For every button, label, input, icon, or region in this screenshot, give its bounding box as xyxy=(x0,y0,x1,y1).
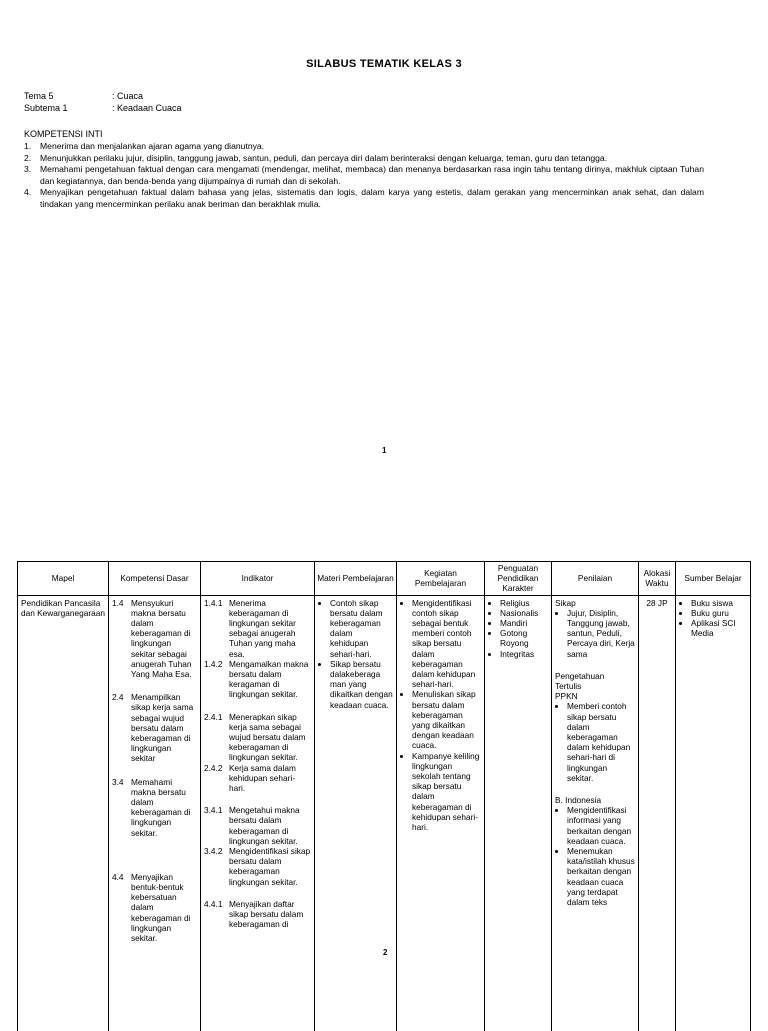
indikator-text: Menyajikan daftar sikap bersatu dalam keberagaman di xyxy=(229,898,304,930)
indikator-text: Menerapkan sikap kerja sama sebagai wujud bersatu dalam keberagaman di lingkungan sekitar. xyxy=(229,711,306,763)
table-header-row xyxy=(18,562,751,596)
ki-number: 4. xyxy=(24,187,32,197)
subtema-value: : Keadaan Cuaca xyxy=(112,103,182,113)
indikator-number: 1.4.2 xyxy=(204,658,223,669)
sumber-list xyxy=(679,598,747,639)
indikator-number: 2.4.2 xyxy=(204,762,223,773)
indikator-number: 1.4.1 xyxy=(204,597,223,608)
bindo-heading: B. Indonesia xyxy=(555,795,602,806)
tema-label: Tema 5 xyxy=(24,91,54,101)
cell-kegiatan xyxy=(397,595,485,1031)
page-number-1: 1 xyxy=(382,446,387,455)
ki-number: 1. xyxy=(24,141,32,151)
kd-item xyxy=(112,872,197,943)
list-item: • Aplikasi SCI Media xyxy=(691,618,747,638)
header-mapel: Mapel xyxy=(18,562,109,596)
kompetensi-inti-heading: KOMPETENSI INTI xyxy=(24,129,103,139)
list-item: • Sikap bersatu dalakeberaga man yang dikaitkan dengan keadaan cuaca. xyxy=(330,659,393,710)
table-row xyxy=(18,595,751,1031)
kompetensi-inti-list xyxy=(24,141,704,210)
ppkn-list xyxy=(555,701,635,783)
ki-text: Memahami pengetahuan faktual dengan cara mengamati (mendengar, melihat, membaca) dan menanya berdasarkan rasa ingin tahu tentang dirinya, makhluk ciptaan Tuhan dan kegiatannya, dan benda-benda yang dijumpainya di rumah dan di sekolah. xyxy=(40,164,704,186)
list-item: • Buku guru xyxy=(691,608,747,618)
indikator-number: 4.4.1 xyxy=(204,898,223,909)
list-item: • Mengidentifikasi informasi yang berkaitan dengan keadaan cuaca. xyxy=(567,805,635,846)
header-indikator: Indikator xyxy=(201,562,315,596)
pengetahuan-heading: Pengetahuan xyxy=(555,670,605,681)
list-item: • Religius xyxy=(500,598,548,608)
cell-penilaian xyxy=(552,595,639,1031)
kd-number: 3.4 xyxy=(112,776,124,787)
ki-text: Menerima dan menjalankan ajaran agama yang dianutnya. xyxy=(40,141,265,151)
indikator-text: Mengetahui makna bersatu dalam keberagaman di lingkungan sekitar. xyxy=(229,805,300,846)
penguatan-list xyxy=(488,598,548,659)
header-kegiatan: Kegiatan Pembelajaran xyxy=(397,562,485,596)
list-item: • Integritas xyxy=(500,649,548,659)
indikator-number: 2.4.1 xyxy=(204,711,223,722)
cell-sumber xyxy=(676,595,751,1031)
ppkn-heading: PPKN xyxy=(555,691,578,702)
header-materi: Materi Pembelajaran xyxy=(315,562,397,596)
cell-alokasi: 28 JP xyxy=(639,595,676,1031)
kd-number: 4.4 xyxy=(112,871,124,882)
silabus-table xyxy=(17,561,751,1031)
kd-text: Menyajikan bentuk-bentuk kebersatuan dalam keberagaman di lingkungan sekitar. xyxy=(131,871,191,944)
list-item: • Nasionalis xyxy=(500,608,548,618)
indikator-item xyxy=(204,846,311,887)
bindo-list xyxy=(555,805,635,907)
indikator-item xyxy=(204,598,311,659)
kd-text: Mensyukuri makna bersatu dalam keberagaman di lingkungan sekitar sebagai anugerah Tuhan Yang Maha Esa. xyxy=(131,597,192,680)
ki-text: Menyajikan pengetahuan faktual dalam bahasa yang jelas, sistematis dan logis, dalam karya yang estetis, dalam gerakan yang mencerminkan anak sehat, dan dalam tindakan yang mencerminkan perilaku anak beriman dan berakhlak mulia. xyxy=(40,187,704,209)
header-kompetensi-dasar: Kompetensi Dasar xyxy=(109,562,201,596)
ki-item xyxy=(24,164,704,187)
header-penguatan: Penguatan Pendidikan Karakter xyxy=(485,562,552,596)
ki-text: Menunjukkan perilaku jujur, disiplin, tanggung jawab, santun, peduli, dan percaya diri dalam berinteraksi dengan keluarga, teman, guru dan tetangga. xyxy=(40,152,608,163)
kd-number: 2.4 xyxy=(112,692,124,703)
indikator-item xyxy=(204,659,311,700)
header-penilaian: Penilaian xyxy=(552,562,639,596)
indikator-item xyxy=(204,712,311,763)
indikator-text: Mengamalkan makna bersatu dalam keragaman di lingkungan sekitar. xyxy=(229,658,309,700)
tertulis-label: Tertulis xyxy=(555,681,582,692)
kd-item xyxy=(112,777,197,838)
indikator-item xyxy=(204,899,311,930)
indikator-text: Mengidentifikasi sikap bersatu dalam keberagaman lingkungan sekitar. xyxy=(229,846,311,887)
list-item: • Buku siswa xyxy=(691,598,747,608)
ki-item xyxy=(24,141,704,153)
kd-text: Menampilkan sikap kerja sama sebagai wujud bersatu dalam keberagaman di lingkungan sekitar xyxy=(131,692,194,764)
indikator-item xyxy=(204,763,311,794)
list-item: • Memberi contoh sikap bersatu dalam keberagaman dalam kehidupan sehari-hari di lingkungan sekitar. xyxy=(567,701,635,783)
kegiatan-list xyxy=(400,598,481,833)
list-item: • Mandiri xyxy=(500,618,548,628)
subtema-label: Subtema 1 xyxy=(24,103,68,113)
list-item: • Jujur, Disiplin, Tanggung jawab, santun, Peduli, Percaya diri, Kerja sama xyxy=(567,608,635,659)
tema-value: : Cuaca xyxy=(112,91,144,101)
list-item: • Mengidentifikasi contoh sikap sebagai bentuk memberi contoh sikap bersatu dalam keberagaman dalam kehidupan sehari-hari. xyxy=(412,598,481,690)
ki-number: 3. xyxy=(24,164,32,174)
ki-item xyxy=(24,153,704,165)
list-item: • Contoh sikap bersatu dalam keberagaman dalam kehidupan sehari-hari. xyxy=(330,598,393,659)
header-alokasi: Alokasi Waktu xyxy=(639,562,676,596)
document-title: SILABUS TEMATIK KELAS 3 xyxy=(306,58,462,70)
kd-item xyxy=(112,692,197,763)
tema-row xyxy=(24,90,143,102)
cell-mapel: Pendidikan Pancasila dan Kewarganegaraan xyxy=(18,595,109,1031)
sikap-list xyxy=(555,608,635,659)
list-item: • Menuliskan sikap bersatu dalam keberagaman yang dikaitkan dengan keadaan cuaca. xyxy=(412,689,481,750)
indikator-text: Menerima keberagaman di lingkungan sekitar sebagai anugerah Tuhan yang maha esa. xyxy=(229,597,296,659)
list-item: • Gotong Royong xyxy=(500,628,548,648)
indikator-number: 3.4.2 xyxy=(204,846,223,857)
ki-number: 2. xyxy=(24,152,32,163)
cell-indikator xyxy=(201,595,315,1031)
indikator-text: Kerja sama dalam kehidupan sehari-hari. xyxy=(229,762,296,794)
kd-number: 1.4 xyxy=(112,597,124,608)
cell-penguatan xyxy=(485,595,552,1031)
cell-materi xyxy=(315,595,397,1031)
kd-item xyxy=(112,598,197,680)
indikator-number: 3.4.1 xyxy=(204,805,223,816)
header-sumber: Sumber Belajar xyxy=(676,562,751,596)
list-item: • Kampanye keliling lingkungan sekolah tentang sikap bersatu dalam keberagaman di kehidupan sehari-hari. xyxy=(412,751,481,833)
ki-item xyxy=(24,187,704,210)
materi-list xyxy=(318,598,393,710)
cell-kompetensi-dasar xyxy=(109,595,201,1031)
subtema-row xyxy=(24,102,182,114)
page-number-2: 2 xyxy=(383,948,388,957)
sikap-heading: Sikap xyxy=(555,597,576,608)
kd-text: Memahami makna bersatu dalam keberagaman di lingkungan sekitar. xyxy=(131,776,191,838)
indikator-item xyxy=(204,805,311,846)
list-item: • Menemukan kata/istilah khusus berkaitan dengan keadaan cuaca yang terdapat dalam teks xyxy=(567,846,635,907)
